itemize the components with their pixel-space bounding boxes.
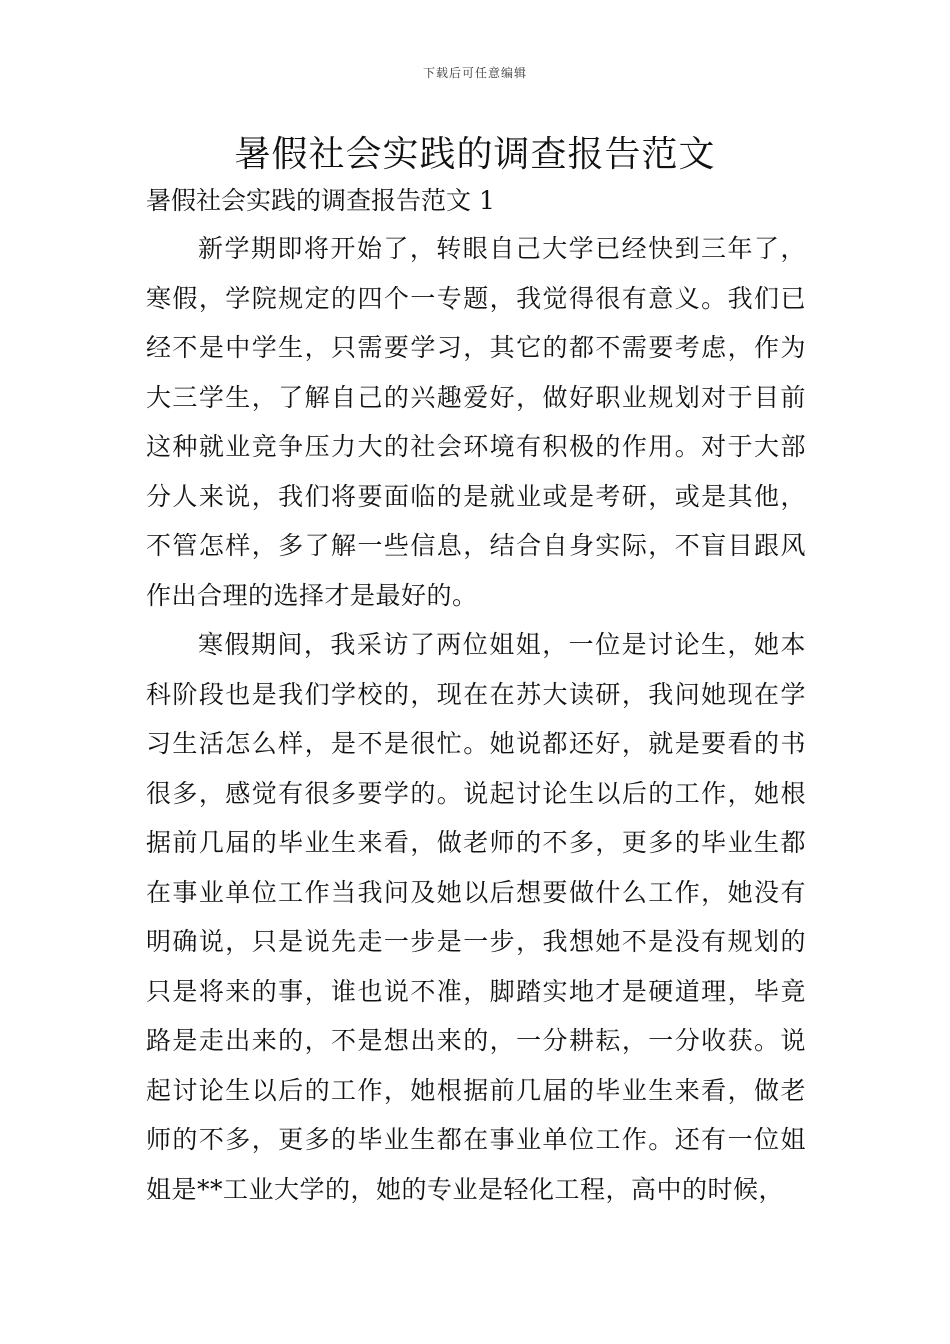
page-header-note: 下载后可任意编辑 — [422, 66, 527, 80]
paragraph: 寒假期间，我采访了两位姐姐，一位是讨论生，她本科阶段也是我们学校的，现在在苏大读研，我问她现在学习生活怎么样，是不是很忙。她说都还好，就是要看的书很多，感觉有很多要学的。说起讨论生以后的工作，她根据前几届的毕业生来看，做老师的不多，更多的毕业生都在事业单位工作当我问及她以后想要做什么工作，她没有明确说，只是说先走一步是一步，我想她不是没有规划的只是将来的事，谁也说不准，脚踏实地才是硬道理，毕竟路是走出来的，不是想出来的，一分耕耘，一分收获。说起讨论生以后的工作，她根据前几届的毕业生来看，做老师的不多，更多的毕业生都在事业单位工作。还有一位姐姐是**工业大学的，她的专业是轻化工程，高中的时候， — [146, 630, 806, 1204]
document-subtitle: 暑假社会实践的调查报告范文 1 — [146, 186, 495, 215]
document-body — [146, 224, 806, 1214]
paragraph: 新学期即将开始了，转眼自己大学已经快到三年了，寒假，学院规定的四个一专题，我觉得很有意义。我们已经不是中学生，只需要学习，其它的都不需要考虑，作为大三学生，了解自己的兴趣爱好，做好职业规划对于目前这种就业竞争压力大的社会环境有积极的作用。对于大部分人来说，我们将要面临的是就业或是考研，或是其他，不管怎样，多了解一些信息，结合自身实际，不盲目跟风作出合理的选择才是最好的。 — [146, 234, 806, 610]
document-title: 暑假社会实践的调查报告范文 — [234, 134, 716, 175]
